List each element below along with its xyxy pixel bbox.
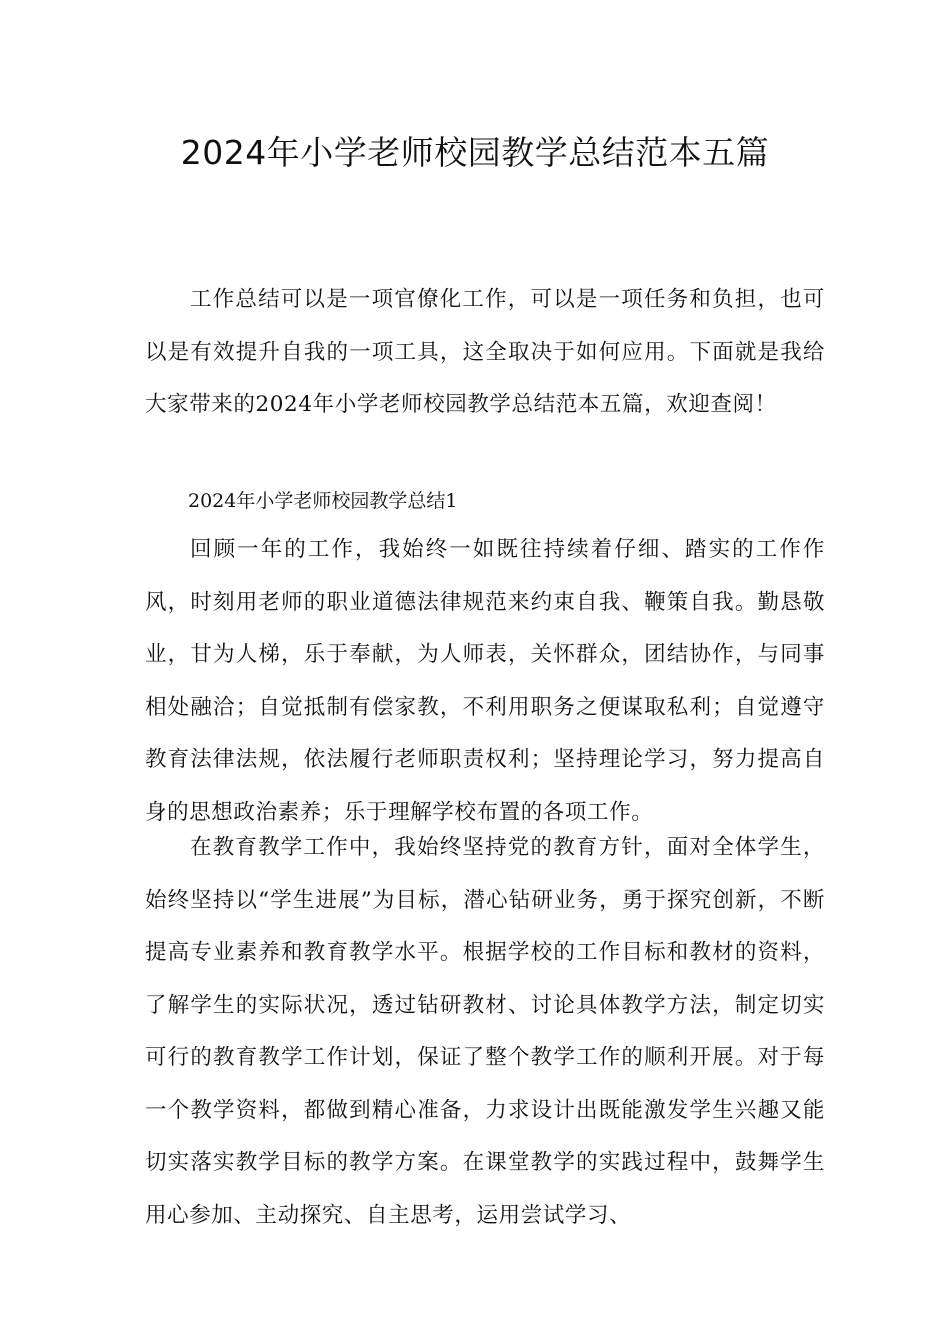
intro-paragraph: 工作总结可以是一项官僚化工作，可以是一项任务和负担，也可以是有效提升自我的一项工具，这全取决于如何应用。下面就是我给大家带来的2024年小学老师校园教学总结范本五篇，欢迎查阅！ xyxy=(145,287,825,417)
document-title: 2024年小学老师校园教学总结范本五篇 xyxy=(180,133,770,172)
body-paragraph-2: 在教育教学工作中，我始终坚持党的教育方针，面对全体学生，始终坚持以“学生进展”为目标，潜心钻研业务，勇于探究创新，不断提高专业素养和教育教学水平。根据学校的工作目标和教材的资料，了解学生的实际状况，透过钻研教材、讨论具体教学方法，制定切实可行的教育教学工作计划，保证了整个教学工作的顺利开展。对于每一个教学资料，都做到精心准备，力求设计出既能激发学生兴趣又能切实落实教学目标的教学方案。在课堂教学的实践过程中，鼓舞学生用心参加、主动探究、自主思考，运用尝试学习、 xyxy=(145,835,825,1228)
section-heading: 2024年小学老师校园教学总结1 xyxy=(188,490,458,512)
body-paragraph-1: 回顾一年的工作，我始终一如既往持续着仔细、踏实的工作作风，时刻用老师的职业道德法律规范来约束自我、鞭策自我。勤恳敬业，甘为人梯，乐于奉献，为人师表，关怀群众，团结协作，与同事相处融洽；自觉抵制有偿家教，不利用职务之便谋取私利；自觉遵守教育法律法规，依法履行老师职责权利；坚持理论学习，努力提高自身的思想政治素养；乐于理解学校布置的各项工作。 xyxy=(145,537,825,825)
